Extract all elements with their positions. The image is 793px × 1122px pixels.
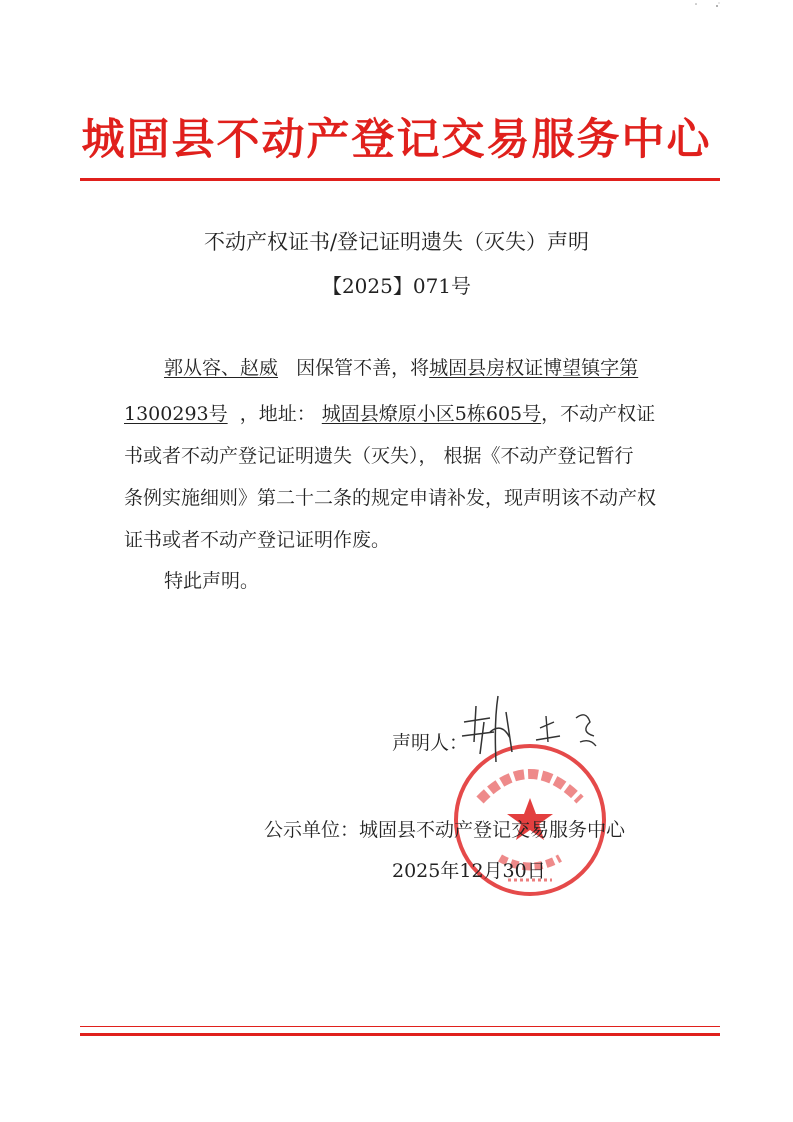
footer-rule-thick <box>80 1033 720 1036</box>
scan-specks <box>690 0 730 20</box>
body-line-2 <box>124 395 684 433</box>
body-line-1 <box>164 349 724 387</box>
organization-header: 城固县不动产登记交易服务中心 <box>81 115 712 165</box>
closing-statement: 特此声明。 <box>164 570 260 592</box>
declarant-label: 声明人： <box>392 732 469 754</box>
certificate-number-part1: 城固县房权证博望镇字第 <box>429 357 639 379</box>
body-line-5: 证书或者不动产登记证明作废。 <box>124 529 391 551</box>
declaration-date: 2025年12月30日 <box>392 860 546 882</box>
body-text-c: ，不动产权证 <box>541 403 656 425</box>
certificate-number-part2: 1300293号 <box>124 403 228 425</box>
publishing-unit: 公示单位：城固县不动产登记交易服务中心 <box>264 819 626 841</box>
body-line-3: 书或者不动产登记证明遗失（灭失）， 根据《不动产登记暂行 <box>124 445 634 467</box>
handwritten-signature <box>450 692 610 772</box>
footer-rule-thin <box>80 1026 720 1027</box>
header-rule <box>80 178 720 181</box>
document-title: 不动产权证书/登记证明遗失（灭失）声明 <box>203 230 590 254</box>
body-text-b: ，地址： <box>239 403 316 425</box>
property-address: 城固县燎原小区5栋605号 <box>321 403 542 425</box>
declarant-names: 郭从容、赵威 <box>164 357 279 379</box>
body-line-4: 条例实施细则》第二十二条的规定申请补发，现声明该不动产权 <box>124 487 657 509</box>
document-number: 【2025】071号 <box>321 274 472 298</box>
body-text-a: 因保管不善，将 <box>296 357 430 379</box>
